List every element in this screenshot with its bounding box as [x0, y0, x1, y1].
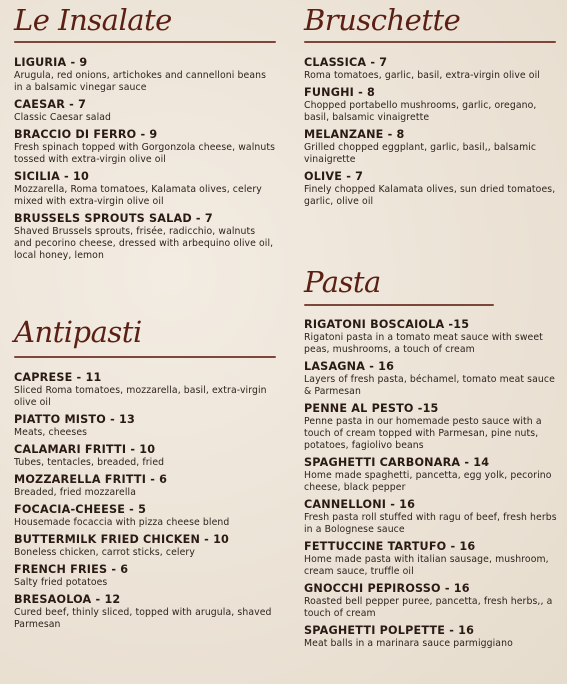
menu-item-title: PENNE AL PESTO -15 — [304, 402, 439, 415]
insalate-list — [14, 56, 276, 262]
insalate-divider — [14, 41, 276, 43]
menu-item — [304, 456, 562, 494]
menu-item-desc: Meat balls in a marinara sauce parmiggiano — [304, 638, 513, 649]
menu-item — [304, 170, 562, 208]
menu-item-title: MELANZANE - 8 — [304, 128, 405, 141]
menu-item — [304, 402, 562, 452]
menu-item — [14, 503, 276, 529]
menu-item-desc: Rigatoni pasta in a tomato meat sauce with sweet peas, mushrooms, a touch of cream — [304, 332, 543, 355]
menu-item-title: BRUSSELS SPROUTS SALAD - 7 — [14, 212, 213, 225]
menu-item-title: FRENCH FRIES - 6 — [14, 563, 129, 576]
bruschette-section — [304, 3, 562, 212]
menu-item-desc: Home made pasta with italian sausage, mushroom, cream sauce, truffle oil — [304, 554, 549, 577]
menu-item — [14, 473, 276, 499]
menu-item-desc: Chopped portabello mushrooms, garlic, oregano, basil, balsamic vinaigrette — [304, 100, 537, 123]
menu-item-desc: Meats, cheeses — [14, 427, 88, 438]
menu-item-title: MOZZARELLA FRITTI - 6 — [14, 473, 168, 486]
menu-item — [14, 563, 276, 589]
menu-item-title: CAESAR - 7 — [14, 98, 87, 111]
menu-item — [14, 170, 276, 208]
antipasti-section — [14, 315, 276, 635]
menu-item — [304, 624, 562, 650]
menu-item-title: LASAGNA - 16 — [304, 360, 395, 373]
menu-item-desc: Fresh pasta roll stuffed with ragu of beef, fresh herbs in a Bolognese sauce — [304, 512, 557, 535]
menu-item-desc: Classic Caesar salad — [14, 112, 112, 123]
menu-item — [14, 533, 276, 559]
pasta-heading: Pasta — [304, 265, 381, 299]
bruschette-heading: Bruschette — [304, 3, 461, 37]
menu-item-title: FUNGHI - 8 — [304, 86, 376, 99]
menu-item-desc: Penne pasta in our homemade pesto sauce with a touch of cream topped with Parmesan, pine nuts, potatoes, fagiolivo beans — [304, 416, 542, 451]
menu-item — [14, 56, 276, 94]
menu-item — [304, 582, 562, 620]
menu-item — [304, 56, 562, 82]
menu-item — [14, 371, 276, 409]
menu-item — [14, 212, 276, 262]
menu-item-title: BUTTERMILK FRIED CHICKEN - 10 — [14, 533, 230, 546]
menu-item-desc: Layers of fresh pasta, béchamel, tomato meat sauce & Parmesan — [304, 374, 555, 397]
menu-item-title: BRESAOLOA - 12 — [14, 593, 121, 606]
menu-item-desc: Roasted bell pepper puree, pancetta, fresh herbs,, a touch of cream — [304, 596, 553, 619]
menu-item-title: LIGURIA - 9 — [14, 56, 88, 69]
menu-item-desc: Boneless chicken, carrot sticks, celery — [14, 547, 195, 558]
pasta-divider — [304, 304, 494, 306]
menu-item-title: SPAGHETTI POLPETTE - 16 — [304, 624, 475, 637]
menu-item — [14, 98, 276, 124]
menu-item — [304, 128, 562, 166]
menu-item — [304, 360, 562, 398]
insalate-section — [14, 3, 276, 266]
menu-item — [304, 498, 562, 536]
insalate-heading: Le Insalate — [14, 3, 172, 37]
menu-item-title: OLIVE - 7 — [304, 170, 364, 183]
menu-item-desc: Mozzarella, Roma tomatoes, Kalamata olives, celery mixed with extra-virgin olive oil — [14, 184, 262, 207]
menu-item-desc: Salty fried potatoes — [14, 577, 108, 588]
menu-item-desc: Finely chopped Kalamata olives, sun dried tomatoes, garlic, olive oil — [304, 184, 556, 207]
bruschette-list — [304, 56, 562, 208]
pasta-section — [304, 265, 562, 654]
menu-item-title: CAPRESE - 11 — [14, 371, 102, 384]
menu-item — [304, 540, 562, 578]
menu-item-desc: Cured beef, thinly sliced, topped with arugula, shaved Parmesan — [14, 607, 272, 630]
antipasti-divider — [14, 356, 276, 358]
menu-item-title: FOCACIA-CHEESE - 5 — [14, 503, 147, 516]
menu-item-title: RIGATONI BOSCAIOLA -15 — [304, 318, 470, 331]
menu-item-title: BRACCIO DI FERRO - 9 — [14, 128, 158, 141]
menu-item-title: SICILIA - 10 — [14, 170, 89, 183]
menu-item-title: SPAGHETTI CARBONARA - 14 — [304, 456, 490, 469]
menu-item-title: CLASSICA - 7 — [304, 56, 388, 69]
menu-item — [304, 86, 562, 124]
menu-item-desc: Arugula, red onions, artichokes and cannelloni beans in a balsamic vinegar sauce — [14, 70, 267, 93]
menu-item-desc: Sliced Roma tomatoes, mozzarella, basil, extra-virgin olive oil — [14, 385, 267, 408]
menu-item-desc: Tubes, tentacles, breaded, fried — [14, 457, 165, 468]
menu-item — [14, 443, 276, 469]
menu-item-desc: Grilled chopped eggplant, garlic, basil,, balsamic vinaigrette — [304, 142, 537, 165]
menu-item-desc: Shaved Brussels sprouts, frisée, radicchio, walnuts and pecorino cheese, dressed with arbequino olive oil, local honey, lemon — [14, 226, 274, 261]
menu-item-title: GNOCCHI PEPIROSSO - 16 — [304, 582, 470, 595]
menu-item-title: CALAMARI FRITTI - 10 — [14, 443, 156, 456]
pasta-list — [304, 318, 562, 650]
menu-item — [14, 593, 276, 631]
menu-item-title: PIATTO MISTO - 13 — [14, 413, 135, 426]
antipasti-heading: Antipasti — [14, 315, 142, 349]
antipasti-list — [14, 371, 276, 631]
menu-item-desc: Fresh spinach topped with Gorgonzola cheese, walnuts tossed with extra-virgin olive oil — [14, 142, 276, 165]
menu-item-title: CANNELLONI - 16 — [304, 498, 416, 511]
menu-item-desc: Roma tomatoes, garlic, basil, extra-virgin olive oil — [304, 70, 540, 81]
menu-item — [304, 318, 562, 356]
menu-item-title: FETTUCCINE TARTUFO - 16 — [304, 540, 476, 553]
menu-item — [14, 413, 276, 439]
bruschette-divider — [304, 41, 556, 43]
menu-item — [14, 128, 276, 166]
menu-item-desc: Housemade focaccia with pizza cheese blend — [14, 517, 230, 528]
menu-item-desc: Breaded, fried mozzarella — [14, 487, 137, 498]
menu-item-desc: Home made spaghetti, pancetta, egg yolk, pecorino cheese, black pepper — [304, 470, 552, 493]
